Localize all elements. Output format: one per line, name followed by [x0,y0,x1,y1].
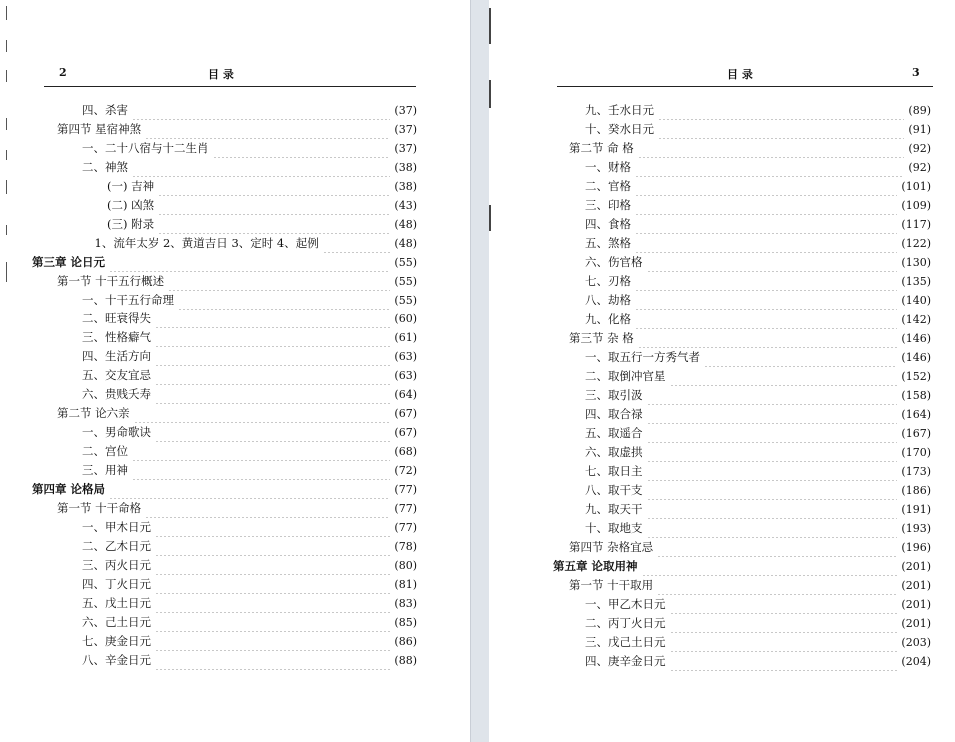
toc-entry[interactable] [57,120,417,139]
dot-leader [647,500,898,519]
dot-leader [647,519,898,538]
toc-entry-page: (170) [901,446,931,459]
toc-entry[interactable] [585,405,931,424]
toc-entry[interactable] [585,519,931,538]
toc-entry[interactable] [585,272,931,291]
dot-leader [670,595,898,614]
toc-entry-page: (81) [394,577,417,591]
toc-entry[interactable] [82,461,417,480]
toc-entry-page: (55) [394,274,417,288]
toc-entry-page: (204) [901,655,931,668]
toc-entry-title: 1、流年太岁 2、黄道吉日 3、定时 4、起例 [94,235,319,250]
toc-entry-page: (64) [394,388,417,402]
toc-entry[interactable] [107,215,417,234]
toc-entry[interactable] [585,291,931,310]
dot-leader [647,462,898,481]
toc-entry-page: (164) [901,408,931,421]
dot-leader [635,177,897,196]
toc-entry[interactable] [585,633,931,652]
toc-entry-title: 四、杀害 [82,103,128,117]
running-title-left: 目 录 [208,68,234,81]
toc-entry[interactable] [585,652,931,671]
toc-entry-page: (109) [901,199,931,212]
toc-entry-title: 二、神煞 [82,159,128,174]
toc-entry-title: 第二节 论六亲 [57,406,130,421]
dot-leader [657,576,897,595]
toc-entry-title: 三、用神 [82,463,128,478]
toc-entry-page: (67) [394,426,417,440]
toc-entry-title: 六、取虚拱 [585,445,643,459]
toc-entry-page: (78) [394,539,417,553]
toc-entry-page: (201) [901,579,931,592]
toc-entry-page: (55) [394,255,417,269]
toc-entry[interactable] [95,234,418,253]
toc-entry-page: (37) [394,104,417,117]
toc-entry-page: (55) [394,293,417,307]
toc-entry-page: (86) [394,634,417,648]
toc-entry-page: (186) [901,484,931,497]
running-title-right: 目 录 [727,68,753,81]
toc-entry-page: (142) [901,313,931,326]
dot-leader [155,651,390,670]
toc-entry[interactable] [569,329,931,348]
dot-leader [635,272,897,291]
toc-entry-page: (167) [901,427,931,440]
toc-entry[interactable] [82,291,417,310]
toc-entry[interactable] [585,177,931,196]
toc-entry-page: (92) [908,161,931,174]
toc-entry-page: (193) [901,522,931,535]
toc-entry-title: 五、戊土日元 [82,595,151,610]
dot-leader [158,177,390,196]
toc-entry[interactable] [585,443,931,462]
dot-leader [134,404,391,423]
viewer-left-edge-marks [0,0,14,742]
dot-leader [155,613,390,632]
toc-entry-title: 三、丙火日元 [82,557,151,572]
toc-entry[interactable] [82,385,417,404]
toc-entry-page: (67) [394,407,417,421]
toc-entry-page: (152) [901,370,931,383]
dot-leader [145,120,390,139]
toc-entry-page: (43) [394,198,417,212]
dot-leader [323,234,391,253]
dot-leader [670,633,898,652]
toc-entry[interactable] [585,196,931,215]
toc-entry-title: 八、取干支 [585,483,643,497]
toc-entry-page: (201) [901,560,931,573]
toc-entry-page: (37) [394,122,417,136]
toc-entry-title: 一、男命歌诀 [82,425,151,440]
toc-entry[interactable] [585,234,931,253]
toc-entry[interactable] [82,594,417,613]
page-gutter [470,0,490,742]
toc-entry[interactable] [82,139,417,158]
toc-entry-page: (63) [394,350,417,364]
dot-leader [638,329,898,348]
toc-entry-title: 七、刃格 [585,274,631,288]
dot-leader [155,537,390,556]
toc-entry-title: 二、官格 [585,179,631,193]
toc-entry[interactable] [585,481,931,500]
dot-leader [168,272,390,291]
toc-entry[interactable] [82,632,417,651]
toc-entry-title: 第四章 论格局 [32,482,106,496]
toc-entry[interactable] [82,101,417,120]
left-page [14,0,469,742]
dot-leader [109,480,390,499]
toc-entry[interactable] [553,557,931,576]
toc-entry-page: (72) [394,464,417,478]
toc-entry-page: (140) [901,294,931,307]
toc-entry-page: (122) [901,237,931,250]
dot-leader [638,139,905,158]
toc-entry[interactable] [82,651,417,670]
toc-entry-page: (63) [394,369,417,383]
dot-leader [635,234,897,253]
toc-entry[interactable] [585,500,931,519]
dot-leader [178,291,390,310]
toc-entry[interactable] [82,575,417,594]
toc-entry-title: 二、旺衰得失 [82,311,151,326]
toc-entry-title: 六、伤官格 [585,255,643,269]
toc-entry-title: 四、食格 [585,217,631,231]
toc-entry-page: (48) [394,236,417,250]
toc-entry-page: (117) [901,218,931,231]
toc-entry[interactable] [82,309,417,328]
toc-entry-page: (191) [901,503,931,516]
toc-entry[interactable] [585,614,931,633]
toc-entry-page: (80) [394,558,417,572]
toc-entry-title: 五、取遥合 [585,426,643,440]
dot-leader [155,366,390,385]
toc-entry-title: 第四节 杂格宜忌 [569,540,654,554]
toc-entry-title: 十、癸水日元 [585,122,654,136]
toc-entry-title: 三、戊己土日元 [585,635,666,649]
dot-leader [155,328,390,347]
toc-entry-title: 一、甲木日元 [82,519,151,534]
toc-entry-page: (92) [908,142,931,155]
toc-entry-title: 一、十干五行命理 [82,292,174,307]
toc-entry-title: 七、取日主 [585,464,643,478]
toc-entry-title: 六、贵贱夭寿 [82,387,151,402]
dot-leader [635,291,897,310]
toc-entry-title: 三、性格癖气 [82,330,151,345]
toc-entry[interactable] [585,367,931,386]
toc-entry-page: (130) [901,256,931,269]
dot-leader [647,405,898,424]
toc-entry[interactable] [82,423,417,442]
toc-entry[interactable] [585,386,931,405]
toc-entry-page: (135) [901,275,931,288]
toc-entry[interactable] [57,272,417,291]
toc-entry-page: (201) [901,598,931,611]
toc-entry[interactable] [585,462,931,481]
dot-leader [704,348,897,367]
dot-leader [647,443,898,462]
toc-entry-page: (38) [394,160,417,174]
toc-entry-title: 九、取天干 [585,502,643,516]
dot-leader [647,481,898,500]
page-number-right: 3 [912,66,920,79]
dot-leader [155,575,390,594]
toc-entry-page: (196) [901,541,931,554]
dot-leader [642,557,898,576]
toc-entry-title: (三) 附录 [107,216,155,231]
dot-leader [647,424,898,443]
toc-entry-title: 五、煞格 [585,236,631,250]
dot-leader [155,423,390,442]
dot-leader [635,158,904,177]
toc-entry[interactable] [82,158,417,177]
toc-entry-page: (173) [901,465,931,478]
toc-entry[interactable] [585,595,931,614]
toc-entry-title: 四、取合禄 [585,407,643,421]
dot-leader [155,347,390,366]
toc-entry[interactable] [82,347,417,366]
toc-entry-title: 九、壬水日元 [585,103,654,117]
toc-entry-page: (88) [394,653,417,667]
toc-entry-title: 五、交友宜忌 [82,368,151,383]
right-page [489,0,955,742]
dot-leader [635,310,897,329]
toc-entry-title: 第四节 星宿神煞 [57,121,142,136]
dot-leader [213,139,391,158]
toc-entry-page: (48) [394,217,417,231]
toc-entry[interactable] [585,310,931,329]
dot-leader [647,386,898,405]
dot-leader [155,556,390,575]
toc-entry-title: 三、取引汲 [585,388,643,402]
toc-entry-title: (一) 吉神 [107,178,155,193]
dot-leader [155,309,390,328]
toc-entry[interactable] [57,404,417,423]
toc-entry-title: 四、生活方向 [82,349,151,364]
toc-entry-page: (158) [901,389,931,402]
toc-entry[interactable] [585,215,931,234]
toc-entry[interactable] [57,499,417,518]
toc-entry[interactable] [585,101,931,120]
toc-entry-title: 一、取五行一方秀气者 [585,350,700,364]
toc-entry-title: 九、化格 [585,312,631,326]
toc-entry-page: (83) [394,596,417,610]
toc-entry-page: (85) [394,615,417,629]
dot-leader [670,614,898,633]
toc-entry-page: (37) [394,141,417,155]
dot-leader [635,215,897,234]
dot-leader [132,101,390,120]
toc-entry[interactable] [585,120,931,139]
toc-entry-page: (60) [394,312,417,326]
toc-entry-page: (77) [394,483,417,496]
dot-leader [658,120,904,139]
toc-entry[interactable] [82,537,417,556]
toc-entry[interactable] [107,196,417,215]
toc-entry[interactable] [585,158,931,177]
toc-entry-page: (68) [394,445,417,459]
toc-entry[interactable] [82,442,417,461]
toc-entry-page: (77) [394,501,417,515]
toc-entry-title: 第一节 十干五行概述 [57,273,165,288]
dot-leader [158,196,390,215]
toc-entry-title: 六、己土日元 [82,614,151,629]
page-edge-mark-lower [489,205,491,231]
page-edge-mark-top [489,8,491,44]
toc-entry[interactable] [585,253,931,272]
toc-entry-page: (203) [901,636,931,649]
dot-leader [155,594,390,613]
toc-entry-title: 第五章 论取用神 [553,559,638,573]
toc-entry[interactable] [82,366,417,385]
toc-entry-title: 四、庚辛金日元 [585,654,666,668]
dot-leader [658,101,904,120]
toc-entry-title: 第三节 杂 格 [569,331,634,345]
toc-entry-page: (146) [901,332,931,345]
dot-leader [635,196,897,215]
dot-leader [155,632,390,651]
toc-entry[interactable] [569,538,931,557]
toc-entry-page: (201) [901,617,931,630]
dot-leader [155,385,390,404]
toc-entry-page: (101) [901,180,931,193]
dot-leader [670,367,898,386]
dot-leader [132,442,390,461]
dot-leader [670,652,898,671]
toc-entry[interactable] [585,424,931,443]
dot-leader [158,215,390,234]
toc-entry[interactable] [32,480,417,499]
dot-leader [155,518,390,537]
toc-entry-title: 二、取倒冲官星 [585,369,666,383]
toc-entry[interactable] [107,177,417,196]
toc-entry-title: 二、宫位 [82,444,128,459]
toc-entry-title: (二) 凶煞 [107,197,155,212]
toc-entry-title: 十、取地支 [585,521,643,535]
toc-entry[interactable] [82,518,417,537]
dot-leader [647,253,898,272]
toc-entry[interactable] [569,576,931,595]
toc-entry-title: 八、劫格 [585,293,631,307]
toc-entry-title: 一、财格 [585,160,631,174]
page-number-left: 2 [59,66,67,79]
toc-entry-title: 第二节 命 格 [569,141,634,155]
toc-entry[interactable] [32,253,417,272]
toc-entry-title: 一、二十八宿与十二生肖 [82,140,209,155]
page-edge-mark-middle [489,80,491,108]
toc-entry-title: 四、丁火日元 [82,576,151,591]
header-rule-left [44,86,416,87]
toc-entry[interactable] [82,328,417,347]
toc-entry-title: 第三章 论日元 [32,254,106,269]
toc-entry[interactable] [585,348,931,367]
toc-entry-page: (89) [908,104,931,117]
toc-entry-title: 第一节 十干命格 [57,500,142,515]
dot-leader [109,253,390,272]
dot-leader [145,499,390,518]
toc-entry[interactable] [569,139,931,158]
toc-entry-title: 八、辛金日元 [82,652,151,667]
toc-entry-title: 三、印格 [585,198,631,212]
header-rule-right [557,86,933,87]
dot-leader [132,461,390,480]
toc-entry-page: (61) [394,331,417,345]
toc-entry-page: (77) [394,520,417,534]
dot-leader [657,538,897,557]
toc-entry-title: 一、甲乙木日元 [585,597,666,611]
toc-entry[interactable] [82,613,417,632]
dot-leader [132,158,390,177]
toc-entry-page: (146) [901,351,931,364]
toc-entry-title: 第一节 十干取用 [569,578,654,592]
toc-entry-page: (38) [394,179,417,193]
toc-entry-title: 二、乙木日元 [82,538,151,553]
toc-entry-title: 七、庚金日元 [82,633,151,648]
toc-entry[interactable] [82,556,417,575]
toc-entry-title: 二、丙丁火日元 [585,616,666,630]
toc-entry-page: (91) [908,123,931,136]
